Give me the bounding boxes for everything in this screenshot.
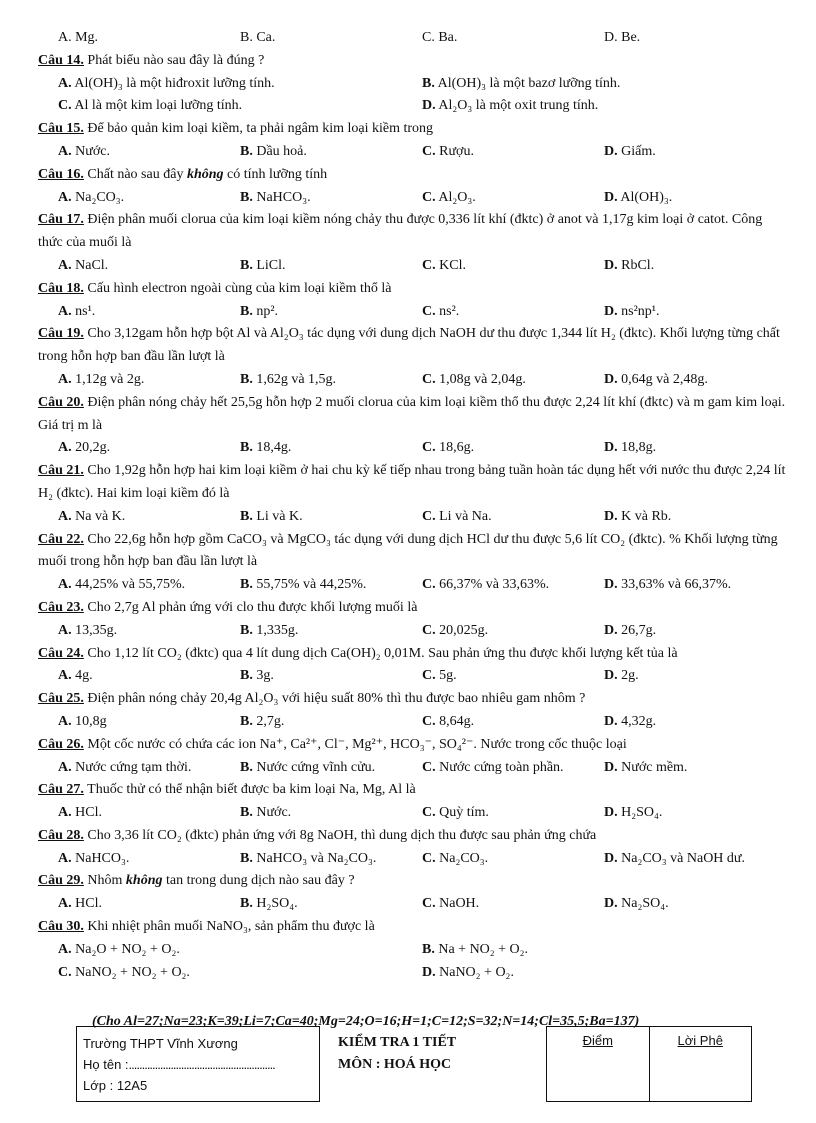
option-letter: C. xyxy=(422,508,436,524)
option xyxy=(58,95,422,118)
option xyxy=(422,437,604,460)
options-row xyxy=(58,574,786,597)
option-text: 33,63% và 66,37%. xyxy=(621,577,732,593)
option-text: Nước. xyxy=(75,143,110,159)
option-text: H₂SO₄. xyxy=(256,896,298,912)
option-text: Al(OH)₃ là một bazơ lưỡng tính. xyxy=(437,75,621,91)
option xyxy=(240,255,422,278)
option-text: 1,12g và 2g. xyxy=(75,371,145,387)
option-text: Giấm. xyxy=(621,143,656,159)
option-text: 26,7g. xyxy=(621,622,657,638)
question xyxy=(38,392,786,438)
option-text: Na₂SO₄. xyxy=(621,896,669,912)
options-row xyxy=(58,962,786,985)
option xyxy=(604,506,786,529)
option-text: NaNO₂ + O₂. xyxy=(439,964,514,980)
option-letter: D. xyxy=(422,964,436,980)
option-text: NaNO₂ + NO₂ + O₂. xyxy=(75,964,190,980)
option-letter: D. xyxy=(604,371,618,387)
option-letter: A. xyxy=(58,257,72,273)
question-text: Cho 1,92g hỗn hợp hai kim loại kiềm ở hai chu kỳ kế tiếp nhau trong bảng tuần hoàn tác dụng hết với nước thu được 2,24 lít H₂ (đktc). Hai kim loại kiềm đó là xyxy=(38,463,786,501)
school-name: Trường THPT Vĩnh Xương xyxy=(83,1036,238,1051)
question-text: Khi nhiệt phân muối NaNO₃, sản phẩm thu được là xyxy=(87,919,375,935)
question xyxy=(38,118,786,141)
question xyxy=(38,164,786,187)
question xyxy=(38,643,786,666)
option xyxy=(58,301,240,324)
option xyxy=(422,962,786,985)
option-letter: A. xyxy=(58,75,72,91)
options-row xyxy=(58,187,786,210)
options-row xyxy=(58,939,786,962)
question-number: Câu 14. xyxy=(38,52,84,68)
option-letter: C. xyxy=(422,668,436,684)
option-letter: B. xyxy=(240,371,253,387)
question xyxy=(38,779,786,802)
option-text: Dầu hoả. xyxy=(256,143,307,159)
question-number: Câu 26. xyxy=(38,736,84,752)
options-row xyxy=(58,848,786,871)
option xyxy=(58,893,240,916)
option-letter: D. xyxy=(604,143,618,159)
option-letter: D. xyxy=(604,189,618,205)
option-letter: C. xyxy=(422,143,436,159)
option xyxy=(604,301,786,324)
option-text: HCl. xyxy=(75,805,102,821)
option-d: D. Be. xyxy=(604,30,641,45)
option xyxy=(240,757,422,780)
option-letter: D. xyxy=(604,257,618,273)
option-text: 1,335g. xyxy=(256,622,299,638)
option xyxy=(604,757,786,780)
option xyxy=(604,187,786,210)
options-row xyxy=(58,757,786,780)
option xyxy=(58,187,240,210)
option-letter: C. xyxy=(422,896,436,912)
question-number: Câu 28. xyxy=(38,827,84,843)
question xyxy=(38,688,786,711)
option-letter: C. xyxy=(422,257,436,273)
question xyxy=(38,870,786,893)
question-text: Điện phân nóng chảy 20,4g Al₂O₃ với hiệu suất 80% thì thu được bao nhiêu gam nhôm ? xyxy=(87,691,586,707)
exam-subject: MÔN : HOÁ HỌC xyxy=(338,1057,452,1072)
option xyxy=(422,848,604,871)
option xyxy=(240,141,422,164)
option xyxy=(240,506,422,529)
option xyxy=(422,802,604,825)
option xyxy=(422,369,604,392)
option-letter: C. xyxy=(422,622,436,638)
grade-cell: Điểm xyxy=(582,1033,613,1048)
option xyxy=(422,255,604,278)
option-text: Al(OH)₃ là một hiđroxit lưỡng tính. xyxy=(74,75,275,91)
atomic-masses-note: (Cho Al=27;Na=23;K=39;Li=7;Ca=40;Mg=24;O=16;H=1;C=12;S=32;N=14;Cl=35,5;Ba=137) xyxy=(92,1014,640,1029)
option xyxy=(58,665,240,688)
option-text: 10,8g xyxy=(75,713,107,729)
option-text: Na₂CO₃ và NaOH dư. xyxy=(621,850,746,866)
option-text: 1,08g và 2,04g. xyxy=(439,371,526,387)
option xyxy=(422,574,604,597)
option-text: 18,8g. xyxy=(621,440,657,456)
option-letter: C. xyxy=(422,371,436,387)
option xyxy=(58,369,240,392)
option-letter: C. xyxy=(422,303,436,319)
question-number: Câu 27. xyxy=(38,782,84,798)
question xyxy=(38,597,786,620)
option xyxy=(422,301,604,324)
option-letter: B. xyxy=(240,896,253,912)
option-text: 3g. xyxy=(256,668,274,684)
question-text: Thuốc thử có thể nhận biết được ba kim loại Na, Mg, Al là xyxy=(87,782,416,798)
option-text: 18,6g. xyxy=(439,440,475,456)
option-letter: D. xyxy=(604,896,618,912)
option-text: ns¹. xyxy=(75,303,96,319)
question-text: Cho 1,12 lít CO₂ (đktc) qua 4 lít dung dịch Ca(OH)₂ 0,01M. Sau phản ứng thu được khối lượng kết tủa là xyxy=(87,645,678,661)
question-text: Để bảo quản kim loại kiềm, ta phải ngâm kim loại kiềm trong xyxy=(87,121,434,137)
option-text: ns². xyxy=(439,303,460,319)
option-letter: C. xyxy=(422,440,436,456)
question-number: Câu 20. xyxy=(38,394,84,410)
option-letter: B. xyxy=(240,668,253,684)
question-text: Điện phân muối clorua của kim loại kiềm nóng chảy thu được 0,336 lít khí (đktc) ở anot và 1,17g kim loại ở catot. Công thức của muối là xyxy=(38,212,763,251)
question-number: Câu 16. xyxy=(38,166,84,182)
options-row xyxy=(58,620,786,643)
option-letter: B. xyxy=(422,75,435,91)
exam-header-block xyxy=(76,1026,752,1102)
options-row xyxy=(58,506,786,529)
option xyxy=(58,939,422,962)
option-text: Al(OH)₃. xyxy=(620,189,673,205)
option xyxy=(604,369,786,392)
option xyxy=(58,506,240,529)
option-text: 2g. xyxy=(621,668,639,684)
option xyxy=(422,757,604,780)
options-row xyxy=(58,73,786,96)
option-text: Li và K. xyxy=(256,508,303,524)
options-row xyxy=(58,301,786,324)
question-number: Câu 24. xyxy=(38,645,84,661)
option-letter: D. xyxy=(422,98,436,114)
option-letter: A. xyxy=(58,896,72,912)
option-text: NaHCO₃. xyxy=(75,850,130,866)
option-text: 4g. xyxy=(75,668,93,684)
question-text: Nhôm không tan trong dung dịch nào sau đây ? xyxy=(87,873,355,889)
option-text: Nước cứng toàn phần. xyxy=(439,759,564,775)
option xyxy=(422,893,604,916)
question-text: Cho 3,36 lít CO₂ (đktc) phản ứng với 8g NaOH, thì dung dịch thu được sau phản ứng chứa xyxy=(87,827,597,843)
option-letter: A. xyxy=(58,303,72,319)
option-text: NaHCO₃ và Na₂CO₃. xyxy=(256,850,377,866)
option-letter: A. xyxy=(58,622,72,638)
option-letter: D. xyxy=(604,577,618,593)
option-letter: A. xyxy=(58,759,72,775)
question xyxy=(38,734,786,757)
name-dots: ........................................................ xyxy=(128,1057,275,1072)
option xyxy=(240,574,422,597)
option-text: NaCl. xyxy=(75,257,109,273)
question-text: Cho 2,7g Al phản ứng với clo thu được khối lượng muối là xyxy=(87,599,418,615)
option-letter: A. xyxy=(58,440,72,456)
option-letter: A. xyxy=(58,371,72,387)
option xyxy=(58,255,240,278)
option-text: HCl. xyxy=(75,896,102,912)
option xyxy=(240,437,422,460)
option-text: 20,025g. xyxy=(439,622,489,638)
options-row xyxy=(58,665,786,688)
option-text: Nước. xyxy=(256,805,292,821)
option-text: Quỳ tím. xyxy=(439,805,489,821)
question xyxy=(38,323,786,369)
option-text: 5g. xyxy=(439,668,457,684)
option-letter: B. xyxy=(240,440,253,456)
option-text: Na và K. xyxy=(75,508,126,524)
option xyxy=(58,711,240,734)
option-text: NaOH. xyxy=(439,896,480,912)
option xyxy=(58,620,240,643)
option xyxy=(240,620,422,643)
option-letter: B. xyxy=(240,713,253,729)
option-letter: B. xyxy=(422,941,435,957)
option xyxy=(240,893,422,916)
question-text: Cho 22,6g hỗn hợp gồm CaCO₃ và MgCO₃ tác dụng với dung dịch HCl dư thu được 5,6 lít CO₂ (đktc). % Khối lượng từng muối trong hỗn hợp ban đầu lần lượt là xyxy=(38,531,778,570)
option xyxy=(58,141,240,164)
option xyxy=(240,665,422,688)
option-text: 0,64g và 2,48g. xyxy=(621,371,708,387)
option-letter: D. xyxy=(604,668,618,684)
question-number: Câu 30. xyxy=(38,919,84,935)
option-letter: C. xyxy=(422,850,436,866)
option-text: ns²np¹. xyxy=(621,303,660,319)
option xyxy=(240,369,422,392)
option-text: 66,37% và 33,63%. xyxy=(439,577,550,593)
student-info-box xyxy=(76,1026,320,1102)
options-row xyxy=(58,893,786,916)
option-letter: C. xyxy=(422,759,436,775)
option xyxy=(604,893,786,916)
option xyxy=(58,802,240,825)
option-letter: C. xyxy=(422,713,436,729)
option-letter: D. xyxy=(604,622,618,638)
option-letter: D. xyxy=(604,303,618,319)
option-letter: B. xyxy=(240,577,253,593)
option-letter: A. xyxy=(58,941,72,957)
grade-box xyxy=(546,1026,752,1102)
option-letter: B. xyxy=(240,189,253,205)
class-label: Lớp : 12A5 xyxy=(83,1078,148,1093)
option xyxy=(58,574,240,597)
option-letter: D. xyxy=(604,805,618,821)
option-letter: B. xyxy=(240,508,253,524)
question-number: Câu 29. xyxy=(38,873,84,889)
option-letter: C. xyxy=(422,189,436,205)
exam-title xyxy=(338,1032,538,1076)
option-letter: A. xyxy=(58,508,72,524)
option-letter: C. xyxy=(422,805,436,821)
option-letter: A. xyxy=(58,713,72,729)
option-text: Al₂O₃. xyxy=(438,189,476,205)
option-letter: C. xyxy=(58,964,72,980)
option-text: np². xyxy=(256,303,279,319)
option-b: B. Ca. xyxy=(240,30,276,45)
option xyxy=(604,620,786,643)
option-text: Nước cứng tạm thời. xyxy=(75,759,192,775)
question-list xyxy=(38,50,786,985)
option-letter: B. xyxy=(240,303,253,319)
option-text: NaHCO₃. xyxy=(256,189,311,205)
option xyxy=(240,802,422,825)
options-row xyxy=(58,711,786,734)
option xyxy=(422,73,786,96)
option-text: 44,25% và 55,75%. xyxy=(75,577,186,593)
question-text: Phát biểu nào sau đây là đúng ? xyxy=(87,52,265,68)
option xyxy=(422,620,604,643)
question xyxy=(38,278,786,301)
option-text: 2,7g. xyxy=(256,713,285,729)
option-letter: D. xyxy=(604,759,618,775)
option-letter: B. xyxy=(240,622,253,638)
options-row xyxy=(58,369,786,392)
options-row xyxy=(58,802,786,825)
option xyxy=(422,711,604,734)
question xyxy=(38,460,786,506)
option xyxy=(422,95,786,118)
option-letter: B. xyxy=(240,759,253,775)
option xyxy=(604,437,786,460)
question xyxy=(38,529,786,575)
exam-page xyxy=(38,27,786,984)
question xyxy=(38,209,786,255)
option-text: Na₂O + NO₂ + O₂. xyxy=(75,941,180,957)
option-letter: D. xyxy=(604,508,618,524)
question-number: Câu 21. xyxy=(38,463,84,479)
option xyxy=(604,711,786,734)
option-letter: A. xyxy=(58,805,72,821)
option xyxy=(240,848,422,871)
option-letter: A. xyxy=(58,668,72,684)
question-number: Câu 23. xyxy=(38,599,84,615)
question xyxy=(38,916,786,939)
option-text: 1,62g và 1,5g. xyxy=(256,371,337,387)
option xyxy=(604,802,786,825)
option xyxy=(58,73,422,96)
option-text: Al là một kim loại lưỡng tính. xyxy=(74,98,243,114)
question-text: Cấu hình electron ngoài cùng của kim loại kiềm thổ là xyxy=(87,280,392,296)
question-number: Câu 18. xyxy=(38,280,84,296)
option-letter: B. xyxy=(240,805,253,821)
options-row xyxy=(58,95,786,118)
option xyxy=(422,665,604,688)
option xyxy=(422,939,786,962)
option-letter: D. xyxy=(604,440,618,456)
option-text: Rượu. xyxy=(439,143,474,159)
option xyxy=(422,506,604,529)
option-letter: B. xyxy=(240,850,253,866)
option xyxy=(604,848,786,871)
option xyxy=(604,141,786,164)
option-letter: A. xyxy=(58,577,72,593)
question-number: Câu 15. xyxy=(38,121,84,137)
option-letter: A. xyxy=(58,189,72,205)
question-number: Câu 22. xyxy=(38,531,84,547)
option-text: 4,32g. xyxy=(621,713,657,729)
option-letter: B. xyxy=(240,143,253,159)
option-text: RbCl. xyxy=(621,257,655,273)
option-text: H₂SO₄. xyxy=(621,805,663,821)
option-text: Nước cứng vĩnh cửu. xyxy=(256,759,376,775)
comment-cell: Lời Phê xyxy=(649,1027,752,1101)
question-text: Một cốc nước có chứa các ion Na⁺, Ca²⁺, Cl⁻, Mg²⁺, HCO₃⁻, SO₄²⁻. Nước trong cốc thuộc loại xyxy=(87,736,627,752)
option-c: C. Ba. xyxy=(422,30,458,45)
option-text: KCl. xyxy=(439,257,466,273)
question-number: Câu 19. xyxy=(38,326,84,342)
option xyxy=(604,574,786,597)
options-row xyxy=(58,255,786,278)
option-letter: A. xyxy=(58,850,72,866)
option xyxy=(604,665,786,688)
option xyxy=(240,301,422,324)
question-text: Cho 3,12gam hỗn hợp bột Al và Al₂O₃ tác dụng với dung dịch NaOH dư thu được 1,344 lít H₂ (đktc). Khối lượng từng chất trong hỗn hợp ban đầu lần lượt là xyxy=(38,326,780,365)
option xyxy=(422,187,604,210)
option xyxy=(58,848,240,871)
option-letter: B. xyxy=(240,257,253,273)
option-letter: D. xyxy=(604,713,618,729)
student-name-line xyxy=(83,1054,313,1075)
option-letter: D. xyxy=(604,850,618,866)
option xyxy=(58,437,240,460)
option-letter: C. xyxy=(422,577,436,593)
option-text: Na₂CO₃. xyxy=(439,850,489,866)
option-letter: C. xyxy=(58,98,72,114)
option-text: Li và Na. xyxy=(439,508,492,524)
option-text: Na + NO₂ + O₂. xyxy=(438,941,529,957)
question xyxy=(38,50,786,73)
option xyxy=(604,255,786,278)
question-number: Câu 25. xyxy=(38,691,84,707)
option-a: A. Mg. xyxy=(58,30,99,45)
option-text: LiCl. xyxy=(256,257,286,273)
exam-title-line1: KIỂM TRA 1 TIẾT xyxy=(338,1035,457,1050)
option-letter: A. xyxy=(58,143,72,159)
question-text: Chất nào sau đây không có tính lưỡng tính xyxy=(87,166,328,182)
option xyxy=(240,711,422,734)
option-text: Nước mềm. xyxy=(621,759,688,775)
options-q13 xyxy=(58,27,786,50)
options-row xyxy=(58,141,786,164)
option-text: 8,64g. xyxy=(439,713,475,729)
option-text: 18,4g. xyxy=(256,440,292,456)
option xyxy=(58,962,422,985)
question-text: Điện phân nóng chảy hết 25,5g hỗn hợp 2 muối clorua của kim loại kiềm thổ thu được 2,24 lít khí (đktc) và m gam kim loại. Giá trị m là xyxy=(38,394,786,433)
option-text: Al₂O₃ là một oxit trung tính. xyxy=(438,98,599,114)
option-text: K và Rb. xyxy=(621,508,672,524)
option-text: 20,2g. xyxy=(75,440,111,456)
option-text: 55,75% và 44,25%. xyxy=(256,577,367,593)
option xyxy=(240,187,422,210)
option xyxy=(58,757,240,780)
name-label: Họ tên : xyxy=(83,1057,129,1072)
question xyxy=(38,825,786,848)
option-text: 13,35g. xyxy=(75,622,118,638)
option xyxy=(422,141,604,164)
options-row xyxy=(58,437,786,460)
question-number: Câu 17. xyxy=(38,212,84,228)
option-text: Na₂CO₃. xyxy=(75,189,125,205)
